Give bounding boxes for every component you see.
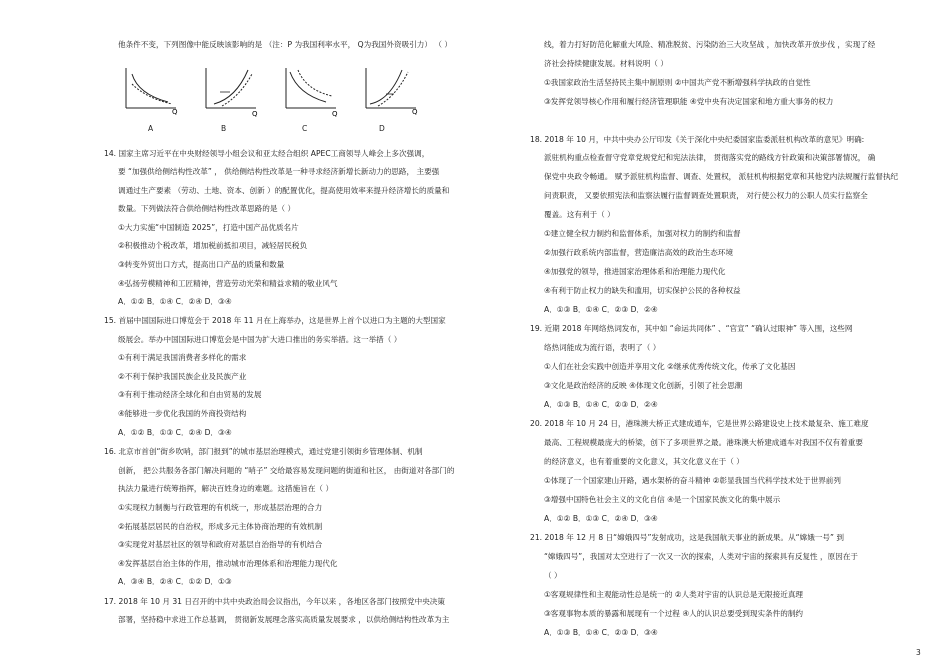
q13-tail-line: 他条件不变，下列图像中能反映该影响的是 （注：P 为我国利率水平， Q为我国外资吸引力） （ ） — [118, 40, 452, 49]
q14-line-4: 数量。下列做法符合供给侧结构性改革思路的是（ ） — [118, 204, 296, 213]
q14-option-3: ③转变外贸出口方式，提高出口产品的质量和数量 — [118, 260, 285, 269]
q17-line-1: 17. 2018 年 10 月 31 日召开的中共中央政治局会议指出，今年以来 ，各地区各部门按照党中央决策 — [104, 597, 445, 606]
q19-options-2: ③文化是政治经济的反映 ④体现文化创新，引领了社会思潮 — [544, 381, 743, 390]
page-number: 3 — [916, 648, 921, 657]
q18-option-4: ④有利于防止权力的缺失和滥用，切实保护公民的各种权益 — [544, 286, 741, 295]
q18-line-1: 18. 2018 年 10 月，中共中央办公厅印发《关于深化中央纪委国家监委派驻机构改革的意见》明确: — [530, 135, 865, 144]
q14-answers: A．①② B．①④ C．②④ D．③④ — [118, 297, 232, 306]
q16-option-4: ④发挥基层自治主体的作用，推动城市治理体系和治理能力现代化 — [118, 559, 338, 568]
q13-graphs — [120, 64, 440, 134]
q18-line-4: 问责职责， 又要依照宪法和监察法履行监督调查处置职责， 对行使公权力的公职人员实行监察全 — [544, 191, 868, 200]
q18-option-1: ①建立健全权力制约和监督体系，加强对权力的制约和监督 — [544, 229, 741, 238]
q20-answers: A．①② B．①③ C．②④ D．③④ — [544, 514, 658, 523]
q21-answers: A．①③ B．①④ C．②③ D．③④ — [544, 628, 658, 637]
q19-line-2: 络热词能成为流行语，表明了（ ） — [544, 343, 661, 352]
q20-line-1: 20. 2018 年 10 月 24 日，港珠澳大桥正式建成通车，它是世界公路建设史上技术最复杂、施工难度 — [530, 419, 869, 428]
q14-option-2: ②积极推动个税改革，增加税前抵扣项目，减轻居民税负 — [118, 241, 308, 250]
graph-label-a: A — [148, 124, 154, 133]
q14-line-3: 调通过生产要素 （劳动、土地、资本、创新 ）的配置优化，提高使用效率来提升经济增长的质量和 — [118, 186, 450, 195]
q21-line-3: （ ） — [544, 571, 562, 580]
q14-line-2: 要 “加强供给侧结构性改革” ， 供给侧结构性改革是一种寻求经济新增长新动力的思路， 主要强 — [118, 167, 440, 176]
q17-cont-line-1: 线，着力打好防范化解重大风险、精准脱贫、污染防治三大攻坚战 ，加快改革开放步伐 ，实现了经 — [544, 40, 876, 49]
axis-q-label-b: Q — [252, 110, 258, 118]
q15-line-1: 15. 首届中国国际进口博览会于 2018 年 11 月在上海举办，这是世界上首个以进口为主题的大型国家 — [104, 316, 446, 325]
q14-option-1: ①大力实施“中国制造 2025”，打造中国产品优质名片 — [118, 223, 299, 232]
q15-line-2: 级展会。举办中国国际进口博览会是中国为扩大进口推出的务实举措。这一举措（ ） — [118, 335, 402, 344]
q14-line-1: 14. 国家主席习近平在中央财经领导小组会议和亚太经合组织 APEC工商领导人峰会上多次强调， — [104, 149, 430, 158]
q16-option-3: ③实现党对基层社区的领导和政府对基层自治指导的有机结合 — [118, 540, 323, 549]
graph-label-c: C — [302, 124, 308, 133]
graph-label-b: B — [221, 124, 227, 133]
q18-line-3: 保党中央政令畅通。 赋予派驻机构监督、调查、处置权， 派驻机构根据党章和其他党内法规履行监督执纪 — [544, 172, 899, 181]
q15-option-3: ③有利于推动经济全球化和自由贸易的发展 — [118, 390, 262, 399]
q15-option-2: ②不利于保护我国民族企业及民族产业 — [118, 372, 247, 381]
q20-options-2: ③增强中国特色社会主义的文化自信 ④是一个国家民族文化的集中展示 — [544, 495, 781, 504]
q17-options-2: ③发挥党领导核心作用和履行经济管理职能 ④党中央有决定国家和地方重大事务的权力 — [544, 97, 834, 106]
q19-options-1: ①人们在社会实践中创造并享用文化 ②继承优秀传统文化，传承了文化基因 — [544, 362, 796, 371]
q17-options-1: ①我国家政治生活坚持民主集中制原则 ②中国共产党不断增强科学执政的自觉性 — [544, 78, 811, 87]
q20-options-1: ①体现了一个国家建山开路，遇水架桥的奋斗精神 ②彰显我国当代科学技术处于世界前列 — [544, 476, 841, 485]
q18-option-3: ④加强党的领导，推进国家治理体系和治理能力现代化 — [544, 267, 726, 276]
graph-label-d: D — [379, 124, 385, 133]
q20-line-3: 的经济意义，也有着重要的文化意义，其文化意义在于（ ） — [544, 457, 744, 466]
q19-answers: A．①③ B．①④ C．②③ D．②④ — [544, 400, 658, 409]
graph-d — [360, 64, 422, 134]
graph-c — [280, 64, 342, 134]
q18-answers: A．①③ B．①④ C．②③ D．②④ — [544, 305, 658, 314]
q16-option-1: ①实现权力制衡与行政管理的有机统一，形成基层治理的合力 — [118, 503, 323, 512]
q15-answers: A．①② B．①③ C．②④ D．③④ — [118, 428, 232, 437]
q18-option-2: ②加强行政系统内部监督，营造廉洁高效的政治生态环境 — [544, 248, 734, 257]
q14-option-4: ④弘扬劳模精神和工匠精神，营造劳动光荣和精益求精的敬业风气 — [118, 279, 338, 288]
axis-q-label-c: Q — [332, 110, 338, 118]
q20-line-2: 最高、工程规模最庞大的桥梁，创下了多项世界之最。港珠澳大桥建成通车对我国不仅有着重要 — [544, 438, 863, 447]
q17-line-2: 部署，坚持稳中求进工作总基调， 贯彻新发展理念落实高质量发展要求 ，以供给侧结构性改革为主 — [118, 615, 450, 624]
axis-q-label: Q — [172, 108, 178, 116]
q21-options-2: ③客观事物本质的暴露和展现有一个过程 ④人的认识总要受到现实条件的制约 — [544, 609, 804, 618]
q16-line-3: 执法力量进行统筹指挥，解决百姓身边的难题。这措施旨在（ ） — [118, 484, 334, 493]
axis-q-label-d: Q — [412, 108, 418, 116]
q21-line-1: 21. 2018 年 12 月 8 日“嫦娥四号”发射成功，这是我国航天事业的新成果。从“嫦娥一号” 到 — [530, 533, 844, 542]
q19-line-1: 19. 近期 2018 年网络热词发布，其中如 “命运共同体” 、“官宣” “确认过眼神” 等入围，这些网 — [530, 324, 853, 333]
q16-line-2: 创新， 把公共服务各部门解决问题的 “哨子” 交给最容易发现问题的街道和社区， 由街道对各部门的 — [118, 466, 455, 475]
q18-line-2: 派驻机构重点检查督守党章党规党纪和宪法法律， 贯彻落实党的路线方针政策和决策部署情况， 确 — [544, 153, 876, 162]
q16-line-1: 16. 北京市首创“街乡吹哨，部门报到”的城市基层治理模式，通过党建引领街乡管理体制、机制 — [104, 447, 423, 456]
q16-answers: A．③④ B．②④ C．①② D．①③ — [118, 577, 232, 586]
q18-line-5: 覆盖。这有利于（ ） — [544, 210, 615, 219]
q17-cont-line-2: 济社会持续健康发展。材料说明（ ） — [544, 59, 668, 68]
q16-option-2: ②拓展基层居民的自治权，形成多元主体协商治理的有效机制 — [118, 522, 323, 531]
q21-line-2: “嫦娥四号”，我国对太空进行了一次又一次的探索，人类对宇宙的探索具有反复性 ，原因在于 — [544, 552, 859, 561]
graph-b — [200, 64, 262, 134]
q21-options-1: ①客观规律性和主观能动性总是统一的 ②人类对宇宙的认识总是无限接近真理 — [544, 590, 804, 599]
q15-option-1: ①有利于满足我国消费者多样化的需求 — [118, 353, 247, 362]
q15-option-4: ④能够进一步优化我国的外商投资结构 — [118, 409, 247, 418]
